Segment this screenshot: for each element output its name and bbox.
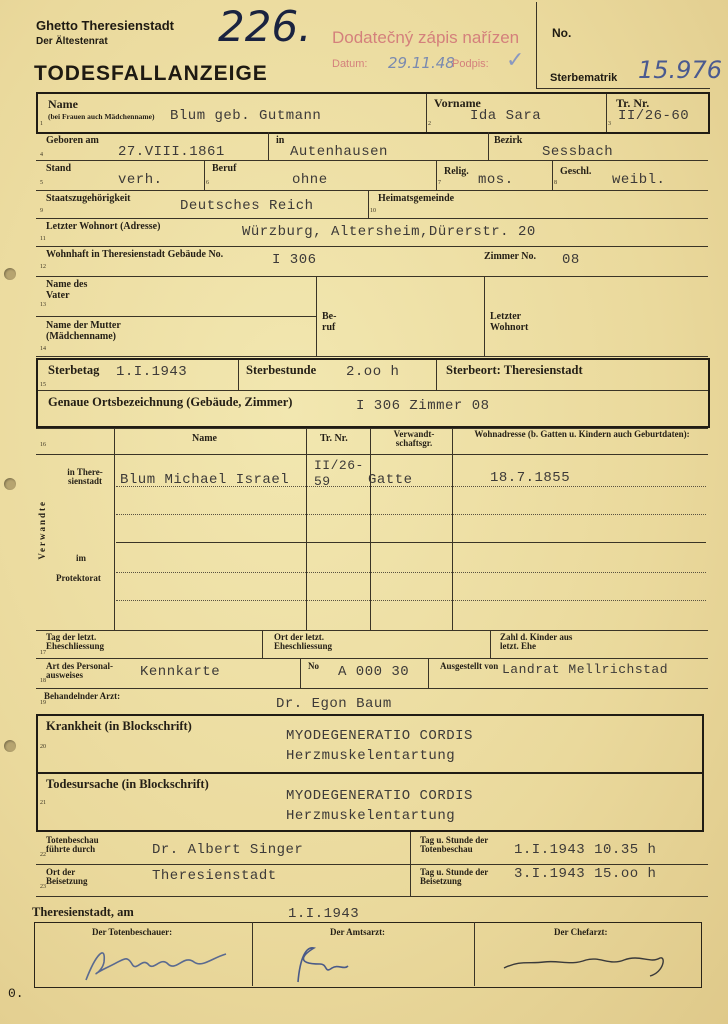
punch-hole: [4, 268, 16, 280]
document-title: TODESFALLANZEIGE: [34, 62, 268, 85]
cause-line2: Herzmuskelentartung: [286, 808, 456, 824]
wohnort-value: Würzburg, Altersheim,Dürerstr. 20: [242, 224, 536, 240]
relative-trnr: II/26-59: [314, 458, 364, 489]
im-label: im: [76, 553, 86, 563]
name-label-note: (bei Frauen auch Mädchenname): [48, 112, 155, 121]
gebaeude-label: Wohnhaft in Theresienstadt Gebäude No.: [46, 249, 224, 260]
illness-line1: MYODEGENERATIO CORDIS: [286, 728, 473, 744]
sterbestunde-value: 2.oo h: [346, 364, 400, 380]
no-label: No.: [552, 26, 572, 40]
doctor-label: Behandelnder Arzt:: [44, 691, 121, 701]
beruf-value: ohne: [292, 172, 328, 188]
org-name: Ghetto Theresienstadt: [36, 18, 174, 33]
id-issued-label: Ausgestellt von: [440, 661, 499, 671]
sig-official-label: Der Amtsarzt:: [330, 927, 386, 937]
place-date-label: Theresienstadt, am: [32, 905, 134, 919]
document-page: Ghetto Theresienstadt Der Ältestenrat TODESFALLANZEIGE 226. Dodatečný zápis nařízen Datum: 29.11.48 Podpis: ✓ No. Sterbematrik 15.976 Name (bei Frauen auch Mädchenname) 1 Blum geb. Gutmann Vorname 2 Ida Sara Tr. Nr. 3 II/26-60 Geboren am 4 27.VIII.1861 in Autenhausen Bezirk Sessbach Stand 5 verh. Beruf 6 ohne Relig. 7 mos. Geschl. 8 weibl. Staatszugehörigkeit 9 Deutsches Reich Heimatsgemeinde 10 Letzter Wohnort (Adresse) 11 Würzburg, Altersheim,Dürerstr. 20 Wohnhaft in Theresienstadt Gebäude No. 12 I 306 Zimmer No. 08 Name des Vater 13 Name der Mutter (Mädchenname) 14 Be- ruf Letzter Wohnort Sterbetag 15 1.I.1943 Sterbestunde 2.oo h Sterbeort: Theresienstadt Genaue Ortsbezeichnung (Gebäude, Zimmer) I 306 Zimmer 08 16 Name Tr. Nr. Verwandt- schaftsgr. Wohnadresse (b. Gatten u. Kindern auch Geburtdaten): Verwandte in There- sienstadt im Protektorat Blum Michael Israel II/26-59 Gatte 18.7.1855 Tag der letzt. Eheschliessung 17 Ort der letzt. Eheschliessung Zahl d. Kinder aus letzt. Ehe Art des Personal- ausweises 18 Kennkarte No A 000 30 Ausgestellt von Landrat Mellrichstad Behandelnder Arzt: 19 Dr. Egon Baum Krankheit (in Blockschrift) 20 MYODEGENERATIO CORDIS Herzmuskelentartung Todesursache (in Blockschrift) 21 MYODEGENERATIO CORDIS Herzmuskelentartung Totenbeschau führte durch 22 Dr. Albert Singer Tag u. Stunde der Totenbeschau 1.I.1943 10.35 h Ort der Beisetzung 23 Theresienstadt Tag u. Stunde der Beisetzung 3.I.1943 15.oo h Theresienstadt, am 1.I.1943 Der Totenbeschauer: Der Amtsarzt: Der Chefarzt: 0.: [0, 0, 728, 1024]
sterbestunde-label: Sterbestunde: [246, 363, 317, 377]
sterbematrik-value: 15.976: [638, 56, 722, 84]
inspection-date-label: Tag u. Stunde der Totenbeschau: [420, 835, 489, 855]
relative-verw: Gatte: [368, 472, 413, 488]
punch-hole: [4, 478, 16, 490]
footer-date: 1.I.1943: [288, 906, 360, 922]
signature-inspector: [76, 934, 236, 988]
letzter-wohnort-label: Letzter Wohnort: [490, 311, 529, 333]
sig-inspector-label: Der Totenbeschauer:: [92, 927, 173, 937]
gebaeude-value: I 306: [272, 252, 317, 268]
vorname-label: Vorname: [434, 96, 481, 110]
protektorat-label: Protektorat: [56, 573, 101, 583]
geboren-value: 27.VIII.1861: [118, 144, 225, 160]
marriage-place-label: Ort der letzt. Eheschliessung: [274, 632, 333, 652]
relative-addr: 18.7.1855: [490, 470, 571, 486]
heimat-label: Heimatsgemeinde: [378, 193, 455, 204]
name-label: Name: [48, 97, 78, 111]
geboren-label: Geboren am: [46, 135, 99, 146]
burial-date-label: Tag u. Stunde der Beisetzung: [420, 867, 489, 887]
stamp-signature: ✓: [506, 48, 525, 73]
doctor-value: Dr. Egon Baum: [276, 696, 392, 712]
id-issued-value: Landrat Mellrichstad: [502, 662, 669, 677]
geschl-label: Geschl.: [560, 166, 592, 177]
punch-hole: [4, 740, 16, 752]
stand-label: Stand: [46, 163, 72, 174]
sterbeort-label: Sterbeort: Theresienstadt: [446, 363, 583, 377]
relatives-side-label: Verwandte: [37, 500, 47, 560]
staat-value: Deutsches Reich: [180, 198, 314, 214]
id-number-value: A 000 30: [338, 664, 410, 680]
burial-date-value: 3.I.1943 15.oo h: [514, 866, 657, 882]
illness-line2: Herzmuskelentartung: [286, 748, 456, 764]
ort-value: I 306 Zimmer 08: [356, 398, 490, 414]
stamp-text: Dodatečný zápis nařízen: [332, 28, 520, 47]
trnr-value: II/26-60: [618, 108, 690, 124]
rel-col-addr: Wohnadresse (b. Gatten u. Kindern auch Geburtdaten):: [474, 429, 690, 439]
sterbematrik-label: Sterbematrik: [550, 72, 618, 84]
vater-label: Name des Vater: [46, 279, 88, 301]
children-count-label: Zahl d. Kinder aus letzt. Ehe: [500, 632, 573, 652]
in-label: in: [276, 135, 285, 146]
cause-line1: MYODEGENERATIO CORDIS: [286, 788, 473, 804]
corner-mark: 0.: [8, 986, 24, 1001]
inspection-label: Totenbeschau führte durch: [46, 835, 99, 855]
beruf-eltern-label: Be- ruf: [322, 311, 337, 333]
vorname-value: Ida Sara: [470, 108, 542, 124]
id-number-label: No: [308, 661, 319, 671]
illness-label: Krankheit (in Blockschrift): [46, 719, 192, 733]
stand-value: verh.: [118, 172, 163, 188]
signature-official: [284, 938, 354, 988]
rel-col-verw: Verwandt- schaftsgr.: [393, 429, 435, 449]
relig-label: Relig.: [444, 166, 469, 177]
signature-chief: [500, 942, 680, 982]
in-value: Autenhausen: [290, 144, 388, 160]
wohnort-label: Letzter Wohnort (Adresse): [46, 221, 161, 232]
stamp-datum-value: 29.11.48: [388, 54, 455, 72]
staat-label: Staatszugehörigkeit: [46, 193, 131, 204]
zimmer-value: 08: [562, 252, 580, 268]
id-type-value: Kennkarte: [140, 664, 221, 680]
stamp-podpis-label: Podpis:: [452, 58, 489, 70]
name-value: Blum geb. Gutmann: [170, 108, 322, 124]
sterbetag-value: 1.I.1943: [116, 364, 188, 380]
inspection-date-value: 1.I.1943 10.35 h: [514, 842, 657, 858]
mutter-label: Name der Mutter (Mädchenname): [46, 320, 121, 342]
sterbetag-label: Sterbetag: [48, 363, 100, 377]
bezirk-label: Bezirk: [494, 135, 523, 146]
sig-chief-label: Der Chefarzt:: [554, 927, 608, 937]
relative-name: Blum Michael Israel: [120, 472, 290, 488]
geschl-value: weibl.: [612, 172, 666, 188]
relig-value: mos.: [478, 172, 514, 188]
burial-place-value: Theresienstadt: [152, 868, 277, 884]
beruf-label: Beruf: [212, 163, 237, 174]
cause-label: Todesursache (in Blockschrift): [46, 777, 209, 791]
handwritten-number: 226.: [218, 2, 312, 51]
ort-label: Genaue Ortsbezeichnung (Gebäude, Zimmer): [48, 395, 293, 409]
rel-col-trnr: Tr. Nr.: [320, 433, 348, 444]
trnr-label: Tr. Nr.: [616, 96, 650, 110]
org-subtitle: Der Ältestenrat: [36, 36, 108, 47]
stamp-datum-label: Datum:: [332, 58, 368, 70]
rel-col-name: Name: [192, 433, 217, 444]
bezirk-value: Sessbach: [542, 144, 614, 160]
inspection-value: Dr. Albert Singer: [152, 842, 304, 858]
id-type-label: Art des Personal- ausweises: [46, 661, 113, 681]
in-theresienstadt-label: in There- sienstadt: [67, 467, 103, 487]
burial-place-label: Ort der Beisetzung: [46, 867, 88, 887]
marriage-date-label: Tag der letzt. Eheschliessung: [46, 632, 105, 652]
zimmer-label: Zimmer No.: [484, 251, 537, 262]
